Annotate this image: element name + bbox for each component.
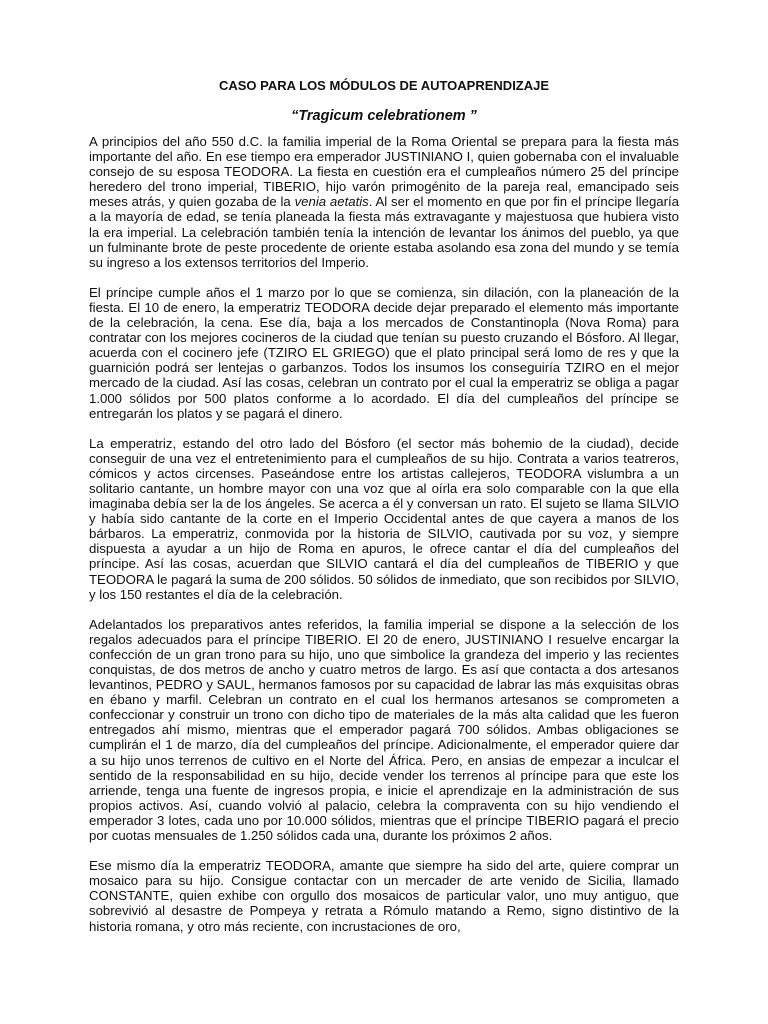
- document-subtitle: “Tragicum celebrationem ”: [291, 108, 477, 124]
- document-title: CASO PARA LOS MÓDULOS DE AUTOAPRENDIZAJE: [218, 78, 550, 93]
- document-content: [89, 74, 679, 934]
- paragraph-1-italic-term: venia aetatis: [294, 194, 369, 210]
- paragraph-5: Ese mismo día la emperatriz TEODORA, amante que siempre ha sido del arte, quiere comprar un mosaico para su hijo. Consigue contactar con un mercader de arte venido de Sicilia, llamado CONSTANTE, quien exhibe con orgullo dos mosaicos de particular valor, uno muy antiguo, que sobrevivió al desastre de Pompeya y retrata a Rómulo matando a Remo, signo distintivo de la historia romana, y otro más reciente, con incrustaciones de oro,: [89, 858, 679, 934]
- paragraph-1: [89, 134, 679, 270]
- paragraph-1-text-after: . Al ser el momento en que por fin el príncipe llegaría a la mayoría de edad, se tenía planeada la fiesta más extravagante y majestuosa que hubiera visto la era imperial. La celebración también tenía la intención de levantar los ánimos del pueblo, ya que un fulminante brote de peste procedente de oriente estaba asolando esa zona del mundo y se temía su ingreso a los extensos territorios del Imperio.: [89, 194, 679, 270]
- paragraph-2: El príncipe cumple años el 1 marzo por lo que se comienza, sin dilación, con la planeación de la fiesta. El 10 de enero, la emperatriz TEODORA decide dejar preparado el elemento más importante de la celebración, la cena. Ese día, baja a los mercados de Constantinopla (Nova Roma) para contratar con los mejores cocineros de la ciudad que tenían su puesto cruzando el Bósforo. Al llegar, acuerda con el cocinero jefe (TZIRO EL GRIEGO) que el plato principal será lomo de res y que la guarnición podrá ser lentejas o garbanzos. Todos los insumos los conseguiría TZIRO en el mejor mercado de la ciudad. Así las cosas, celebran un contrato por el cual la emperatriz se obliga a pagar 1.000 sólidos por 500 platos conforme a lo acordado. El día del cumpleaños del príncipe se entregarán los platos y se pagará el dinero.: [89, 284, 679, 421]
- paragraph-4: Adelantados los preparativos antes referidos, la familia imperial se dispone a la selección de los regalos adecuados para el príncipe TIBERIO. El 20 de enero, JUSTINIANO I resuelve encargar la confección de un gran trono para su hijo, uno que simbolice la grandeza del imperio y las recientes conquistas, de dos metros de ancho y cuatro metros de largo. Es así que contacta a dos artesanos levantinos, PEDRO y SAUL, hermanos famosos por su capacidad de labrar las más exquisitas obras en ébano y marfil. Celebran un contrato en el cual los hermanos artesanos se comprometen a confeccionar y construir un trono con dicho tipo de materiales de la más alta calidad que les fueron entregados ahí mismo, mientras que el emperador pagará 700 sólidos. Ambas obligaciones se cumplirán el 1 de marzo, día del cumpleaños del príncipe. Adicionalmente, el emperador quiere dar a su hijo unos terrenos de cultivo en el Norte del África. Pero, en ansias de empezar a inculcar el sentido de la responsabilidad en su hijo, decide vender los terrenos al príncipe para que este los arriende, tenga una fuente de ingresos propia, e inicie el aprendizaje en la administración de sus propios activos. Así, cuando volvió al palacio, celebra la compraventa con su hijo vendiendo el emperador 3 lotes, cada uno por 10.000 sólidos, mientras que el príncipe TIBERIO pagará el precio por cuotas mensuales de 1.250 sólidos cada una, durante los próximos 2 años.: [89, 616, 679, 844]
- paragraph-3: La emperatriz, estando del otro lado del Bósforo (el sector más bohemio de la ciudad), decide conseguir de una vez el entretenimiento para el cumpleaños de su hijo. Contrata a varios teatreros, cómicos y actos circenses. Paseándose entre los artistas callejeros, TEODORA vislumbra a un solitario cantante, un hombre mayor con una voz que al oírla era solo comparable con la que ella imaginaba debía ser la de los ángeles. Se acerca a él y conversan un rato. El sujeto se llama SILVIO y había sido cantante de la corte en el Imperio Occidental antes de que cayera a manos de los bárbaros. La emperatriz, conmovida por la historia de SILVIO, cautivada por su voz, y siempre dispuesta a ayudar a un hijo de Roma en apuros, le ofrece cantar el día del cumpleaños del príncipe. Así las cosas, acuerdan que SILVIO cantará el día del cumpleaños de TIBERIO y que TEODORA le pagará la suma de 200 sólidos. 50 sólidos de inmediato, que son recibidos por SILVIO, y los 150 restantes el día de la celebración.: [89, 435, 679, 602]
- paragraph-1-text-before: A principios del año 550 d.C. la familia imperial de la Roma Oriental se prepara para la fiesta más importante del año. En ese tiempo era emperador JUSTINIANO I, quien gobernaba con el invaluable consejo de su esposa TEODORA. La fiesta en cuestión era el cumpleaños número 25 del príncipe heredero del trono imperial, TIBERIO, hijo varón primogénito de la pareja real, emancipado seis meses atrás, y quien gozaba de la: [89, 134, 679, 210]
